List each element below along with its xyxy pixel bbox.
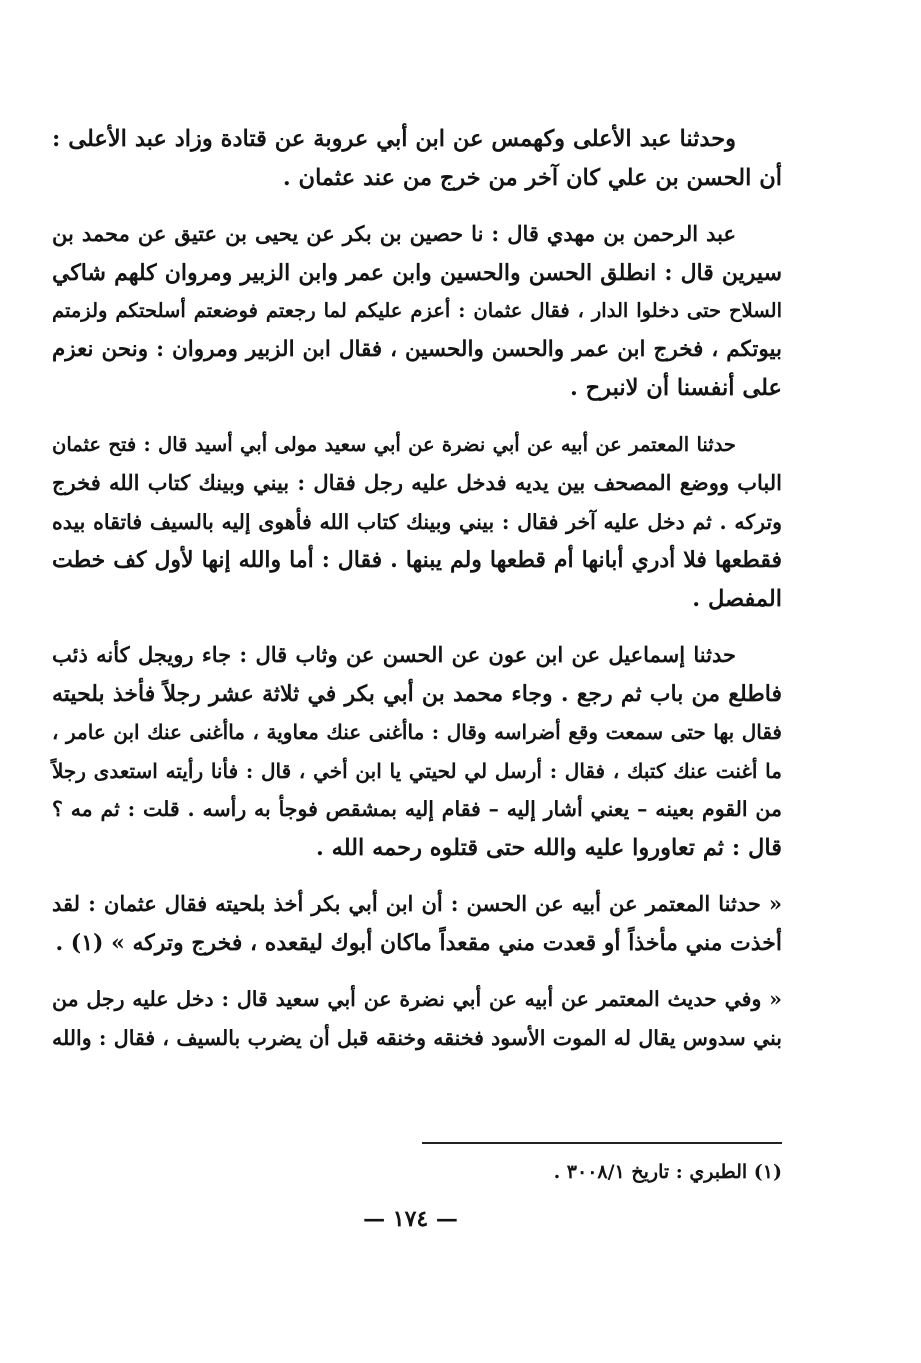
text-line: الباب ووضع المصحف بين يديه فدخل عليه رجل فقال : بيني وبينك كتاب الله فخرج <box>52 470 782 495</box>
text-line: من القوم بعينه – يعني أشار إليه – فقام إليه بمشقص فوجأ به رأسه . قلت : ثم مه ؟ <box>52 797 782 821</box>
text-line: « حدثنا المعتمر عن أبيه عن الحسن : أن ابن أبي بكر أخذ بلحيته فقال عثمان : لقد <box>52 891 782 916</box>
text-line: « وفي حديث المعتمر عن أبيه عن أبي نضرة عن أبي سعيد قال : دخل عليه رجل من <box>52 987 782 1011</box>
page-body <box>52 120 782 1075</box>
text-line: فاطلع من باب ثم رجع . وجاء محمد بن أبي بكر في ثلاثة عشر رجلاً فأخذ بلحيته <box>52 680 782 707</box>
paragraph-4 <box>52 636 782 867</box>
footnote: (١) الطبري : تاريخ ٣٠٠٨/١ . <box>553 1161 782 1183</box>
text-line: أن الحسن بن علي كان آخر من خرج من عند عثمان . <box>282 164 782 191</box>
paragraph-5 <box>52 885 782 962</box>
text-line: قال : ثم تعاوروا عليه والله حتى قتلوه رحمه الله . <box>315 834 782 861</box>
text-line: أخذت مني مأخذاً أو قعدت مني مقعداً ماكان أبوك ليقعده ، فخرج وتركه » (١) . <box>55 929 782 956</box>
paragraph-2 <box>52 215 782 408</box>
text-line: عبد الرحمن بن مهدي قال : نا حصين بن بكر عن يحيى بن عتيق عن محمد بن <box>52 221 736 246</box>
text-line: السلاح حتى دخلوا الدار ، فقال عثمان : أعزم عليكم لما رجعتم فوضعتم أسلحتكم ولزمتم <box>52 299 782 322</box>
paragraph-1 <box>52 120 782 197</box>
page-number: — ١٧٤ — <box>363 1206 458 1232</box>
text-line: حدثنا إسماعيل عن ابن عون عن الحسن عن وثاب قال : جاء رويجل كأنه ذئب <box>52 642 736 667</box>
text-line: فقال بها حتى سمعت وقع أضراسه وقال : ماأغنى عنك معاوية ، ماأغنى عنك ابن عامر ، <box>52 720 782 744</box>
text-line: ما أغنت عنك كتبك ، فقال : أرسل لي لحيتي يا ابن أخي ، قال : فأنا رأيته استعدى رجلاً <box>52 758 782 783</box>
text-line: سيرين قال : انطلق الحسن والحسين وابن عمر وابن الزبير ومروان كلهم شاكي <box>52 259 782 286</box>
text-line: المفصل . <box>692 585 782 612</box>
text-line: فقطعها فلا أدري أبانها أم قطعها ولم يبنها . فقال : أما والله إنها لأول كف خطت <box>52 547 782 573</box>
footnote-divider <box>422 1142 782 1144</box>
text-line: وحدثنا عبد الأعلى وكهمس عن ابن أبي عروبة عن قتادة وزاد عبد الأعلى : <box>52 126 736 152</box>
text-line: بيوتكم ، فخرج ابن عمر والحسن والحسين ، فقال ابن الزبير ومروان : ونحن نعزم <box>52 336 782 362</box>
text-line: وتركه . ثم دخل عليه آخر فقال : بيني وبينك كتاب الله فأهوى إليه بالسيف فاتقاه بيده <box>52 509 782 534</box>
paragraph-3 <box>52 426 782 619</box>
text-line: بني سدوس يقال له الموت الأسود فخنقه وخنقه قبل أن يضرب بالسيف ، فقال : والله <box>52 1025 782 1050</box>
text-line: على أنفسنا أن لانبرح . <box>569 375 782 401</box>
paragraph-6 <box>52 980 782 1057</box>
text-line: حدثنا المعتمر عن أبيه عن أبي نضرة عن أبي سعيد مولى أبي أسيد قال : فتح عثمان <box>52 432 736 456</box>
